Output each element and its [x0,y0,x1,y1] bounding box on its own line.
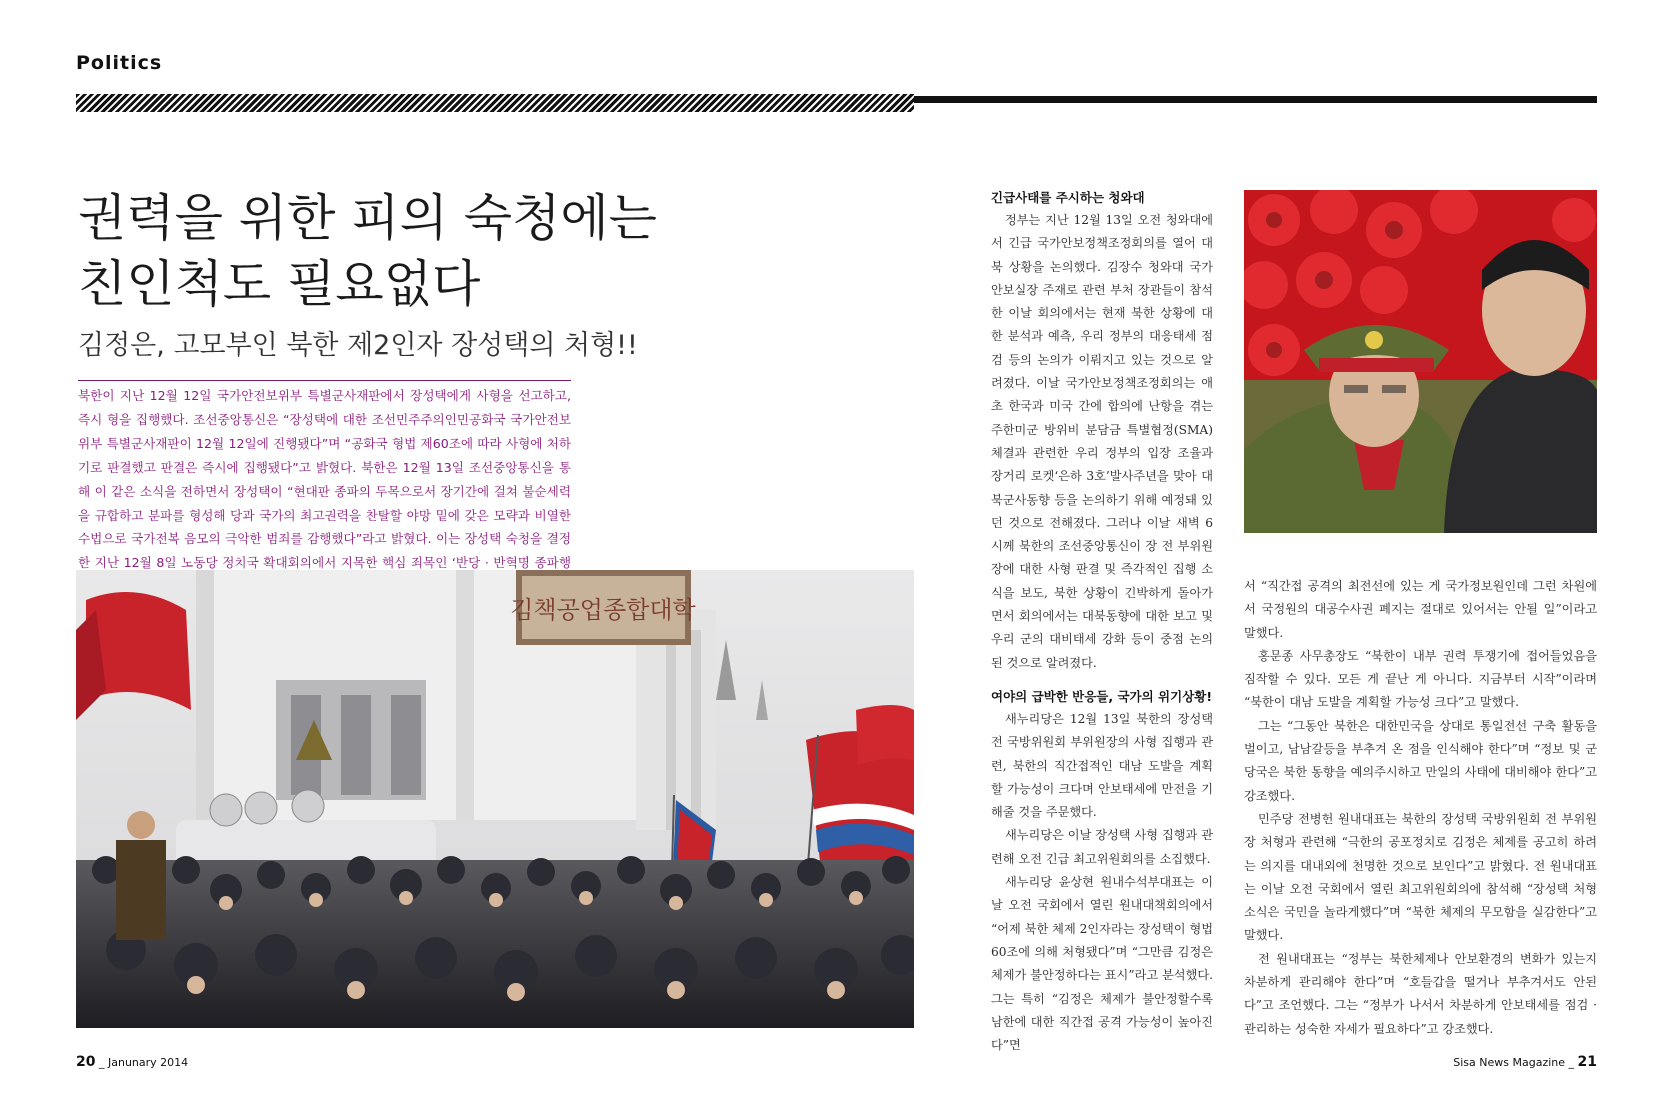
body-paragraph: 서 “직간접 공격의 최전선에 있는 게 국가정보원인데 그런 차원에서 국정원의 대공수사권 폐지는 절대로 있어서는 안될 일”이라고 말했다. [1244,579,1597,640]
article-column-2 [1244,575,1597,1041]
issue-date: _ Janunary 2014 [98,1056,189,1069]
headline-line-1: 권력을 위한 피의 숙청에는 [78,189,657,247]
body-paragraph: 홍문종 사무총장도 “북한이 내부 권력 투쟁기에 접어들었음을 짐작할 수 있다. 모든 게 끝난 게 아니다. 지금부터 시작”이라며 “북한이 대남 도발을 계획할 가능성 크다”고 말했다. [1244,648,1597,710]
magazine-name: Sisa News Magazine _ [1453,1056,1575,1069]
body-paragraph: 새누리당은 12월 13일 북한의 장성택 전 국방위원회 부위원장의 사형 집행과 관련, 북한의 직간접적인 대남 도발을 계획할 가능성이 크다며 안보태세에 만전을 기해줄 것을 주문했다. [991,711,1213,820]
banner-text: 김책공업종합대학 [510,596,696,624]
section-label: Politics [76,52,163,74]
section-heading-1: 긴급사태를 주시하는 청와대 [991,190,1145,205]
body-paragraph: 민주당 전병헌 원내대표는 북한의 장성택 국방위원회 전 부위원장 처형과 관련해 “극한의 공포정치로 김정은 체제를 공고히 하려는 의지를 대내외에 천명한 것으로 보인다”고 밝혔다. 전 원내대표는 이날 오전 국회에서 열린 최고위원회의에 참석해 “장성택 처형 소식은 국민을 놀라게했다”며 “북한 체제의 무모함을 실감한다”고 말했다. [1244,811,1597,943]
body-paragraph: 새누리당은 이날 장성택 사형 집행과 관련해 오전 긴급 최고위원회의를 소집했다. [991,828,1213,866]
rally-photo [76,570,914,1028]
header-rule [914,96,1597,103]
body-paragraph: 전 원내대표는 “정부는 북한체제나 안보환경의 변화가 있는지 차분하게 관리해야 한다”며 “호들갑을 떨거나 부추겨서도 안된다”고 조언했다. 그는 “정부가 나서서 차분하게 안보태세를 점검 · 관리하는 성숙한 자세가 필요하다”고 강조했다. [1244,951,1597,1036]
headline-line-2: 친인척도 필요없다 [78,255,481,313]
footer-right [1453,1054,1597,1070]
body-paragraph: 그는 “그동안 북한은 대한민국을 상대로 통일전선 구축 활동을 벌이고, 남남갈등을 부추겨 온 점을 인식해야 한다”며 “정보 및 군당국은 북한 동향을 예의주시하고 만일의 사태에 대비해야 한다”고 강조했다. [1244,718,1597,803]
subtitle: 김정은, 고모부인 북한 제2인자 장성택의 처형!! [78,330,638,361]
footer-left [76,1054,188,1070]
headline [78,185,698,317]
officials-photo [1244,190,1597,533]
hatched-rule [76,94,914,112]
page-number-right: 21 [1577,1054,1597,1070]
lead-paragraph: 북한이 지난 12월 12일 국가안전보위부 특별군사재판에서 장성택에게 사형을 선고하고, 즉시 형을 집행했다. 조선중앙통신은 “장성택에 대한 조선민주주의인민공화국 국가안전보위부 특별군사재판이 12월 12일에 진행됐다”며 “공화국 형법 제60조에 따라 사형에 처하기로 판결했고 판결은 즉시에 집행됐다”고 밝혔다. 북한은 12월 13일 조선중앙통신을 통해 이 같은 소식을 전하면서 장성택이 “현대판 종파의 두목으로서 장기간에 걸쳐 불순세력을 규합하고 분파를 형성해 당과 국가의 최고권력을 찬탈할 야망 밑에 갖은 모략과 비열한 수법으로 국가전복 음모의 극악한 범죄를 감행했다”라고 밝혔다. 이는 장성택 숙청을 결정한 지난 12월 8일 노동당 정치국 확대회의에서 지목한 핵심 죄목인 ‘반당 · 반혁명 종파행 [78,380,571,603]
body-paragraph: 정부는 지난 12월 13일 오전 청와대에서 긴급 국가안보정책조정회의를 열어 대북 상황을 논의했다. 김장수 청와대 국가안보실장 주재로 관련 부처 장관들이 참석한 이날 회의에서는 현재 북한 상황에 대한 분석과 예측, 우리 정부의 대응태세 점검 등의 논의가 이뤄지고 있는 것으로 알려졌다. 이날 국가안보정책조정회의는 애초 한국과 미국 간에 합의에 난항을 겪는 주한미군 방위비 분담금 특별협정(SMA) 체결과 관련한 우리 정부의 입장 조율과 장거리 로켓‘은하 3호’발사주년을 맞아 대북군사동향 등을 논의하기 위해 예정돼 있던 것으로 전해졌다. 그러나 이날 새벽 6시께 북한의 조선중앙통신이 장 전 부위원장에 대한 사형 판결 및 즉각적인 집행 소식을 보도, 북한 상황이 긴박하게 돌아가면서 회의에서는 대북동향에 대한 보고 및 우리 군의 대비태세 강화 등이 중점 논의된 것으로 알려졌다. [991,213,1213,670]
article-column-1 [991,186,1213,1057]
page-number-left: 20 [76,1054,96,1070]
body-paragraph: 새누리당 윤상현 원내수석부대표는 이날 오전 국회에서 열린 원내대책회의에서 “어제 북한 체제 2인자라는 장성택이 형법 60조에 의해 처형됐다”며 “그만큼 김정은 체제가 불안정하다는 표시”라고 분석했다. 그는 특히 “김정은 체제가 불안정할수록 남한에 대한 직간접 공격 가능성이 높아진다”면 [991,875,1213,1053]
section-heading-2: 여야의 급박한 반응들, 국가의 위기상황! [991,688,1213,704]
